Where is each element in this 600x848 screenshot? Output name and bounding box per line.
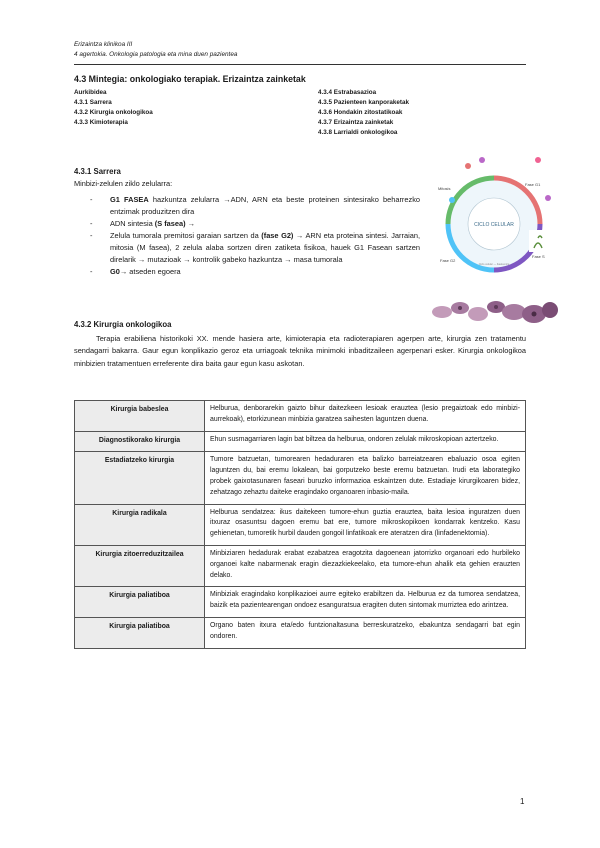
phase-label: Mitosis <box>438 186 451 191</box>
table-cell-description: Helburua sendatzea: ikus daitekeen tumore-ehun guztia erauztea, baita lesioa inguratzen duen itxuraz osasuntsu dagoen eremu bat ere, tumore mikroskopikoen kondarrak kentzeko. Kasu gehienetan, tumoretik hurbil dauden gongoil linfatikoak ere ateratzen dira (linfadenektomia). <box>205 504 526 545</box>
table-cell-description: Tumore batzuetan, tumorearen hedaduraren eta balizko barreiatzearen ebaluazio osoa egiten laguntzen du, bai eremu lokalean, bai gorputzeko beste eremu batzuetan. Irudi eta laborategiko probek gaixotasunaren faseari buruzko informazioa eskaintzen dute. Estadiaje kirurgikoaren bidez, zehatzago zehaztu daiteke eragindako organoaren inbasio-maila. <box>205 452 526 504</box>
table-row <box>75 587 526 618</box>
toc-item[interactable]: 4.3.2 Kirurgia onkologikoa <box>74 109 153 116</box>
section-intro: Terapia erabiliena historikoki XX. mende hasiera arte, kimioterapia eta radioterapiaren agerpen arte, kirurgia zen tratamentu sendagarri bakarra. Gaur egun konplikazio geroz eta urriagoak teknika minimoki inbaditzaileen agerpenari esker. Kirurgia onkologikoa minbizien tratamentuen erreferente dira baita gaur egun kasu askotan. <box>74 334 526 368</box>
toc-item[interactable]: 4.3.7 Erizaintza zainketak <box>318 119 394 126</box>
phase-label: Fase G2 <box>440 258 456 263</box>
table-row <box>75 617 526 648</box>
table-cell-type: Kirurgia babeslea <box>75 401 205 432</box>
section-heading-sarrera: 4.3.1 Sarrera <box>74 167 121 176</box>
toc-item[interactable]: 4.3.8 Larrialdi onkologikoa <box>318 129 398 136</box>
page-number: 1 <box>520 797 525 806</box>
phase-label: Fase G1 <box>525 182 541 187</box>
table-cell-type: Kirurgia paliatiboa <box>75 587 205 618</box>
toc-item[interactable]: 4.3.4 Estrabasazioa <box>318 89 377 96</box>
toc-item[interactable]: 4.3.5 Pazienteen kanporaketak <box>318 99 410 106</box>
cell-cycle-list <box>90 194 420 278</box>
table-cell-type: Diagnostikorako kirurgia <box>75 431 205 452</box>
cycle-center-label: CICLO CELULAR <box>474 222 514 228</box>
section-heading-kirurgia: 4.3.2 Kirurgia onkologikoa <box>74 320 172 329</box>
table-row <box>75 452 526 504</box>
table-row <box>75 504 526 545</box>
toc-item[interactable]: 4.3.3 Kimioterapia <box>74 119 128 126</box>
table-row <box>75 545 526 586</box>
table-row <box>75 431 526 452</box>
cell-cycle-diagram <box>430 152 558 332</box>
list-item: - Zelula tumorala premitosi garaian sartzen da (fase G2) → ARN eta proteina sintesi. Jarraian, mitosia (M fasea), 2 zelula alaba sortzen diren zatiketa fisikoa, hauek G1 Fasean sartzen direlarik → mutazioak → kontrolik gabeko hazkuntza → masa tumorala <box>90 231 420 264</box>
list-item: - G0→ atseden egoera <box>90 267 181 276</box>
table-cell-type: Kirurgia paliatiboa <box>75 617 205 648</box>
page-header <box>74 40 526 65</box>
table-cell-type: Kirurgia zitoerreduzitzailea <box>75 545 205 586</box>
table-cell-description: Minbiziak eragindako konplikazioei aurre egiteko erabiltzen da. Helburua ez da tumorea sendatzea, baizik eta pazientearengan ondoez esanguratsua eragiten duten sintomak murriztea edo arintzea. <box>205 587 526 618</box>
table-cell-description: Minbiziaren hedadurak erabat ezabatzea eragotzita dagoenean jatorrizko organoari edo hurbileko organoei kalte nabarmenak eragin diezazkiekeelako, eta tumore-ehun ahalik eta gehien erauzten delako. <box>205 545 526 586</box>
table-cell-description: Ehun susmagarriaren lagin bat biltzea da helburua, ondoren zelulak mikroskopioan aztertzeko. <box>205 431 526 452</box>
table-cell-description: Helburua, denborarekin gaizto bihur daitezkeen lesioak erauztea (lesio pregaiztoak edo minbizi-aurrekoak), etorkizunean minbizia garatzea saihesten laguntzen duena. <box>205 401 526 432</box>
tumor-cells-illustration <box>430 292 558 330</box>
section-lead: Minbizi-zelulen ziklo zelularra: <box>74 179 173 188</box>
header-unit: 4 agertokia. Onkologia patologia eta mina duen pazientea <box>74 51 238 58</box>
table-cell-description: Organo baten itxura eta/edo funtzionaltasuna berreskuratzeko, ebakuntza sendagarri bat egin ondoren. <box>205 617 526 648</box>
table-row <box>75 401 526 432</box>
list-item: - ADN sintesia (S fasea) → <box>90 219 196 228</box>
page-title: 4.3 Mintegia: onkologiako terapiak. Erizaintza zainketak <box>74 74 306 84</box>
toc-item[interactable]: 4.3.1 Sarrera <box>74 99 112 106</box>
toc-heading: Aurkibidea <box>74 89 107 96</box>
table-cell-type: Estadiatzeko kirurgia <box>75 452 205 504</box>
phase-label: Fase S <box>532 254 545 259</box>
cell-cycle-figure <box>430 152 558 332</box>
table-cell-type: Kirurgia radikala <box>75 504 205 545</box>
surgery-types-table <box>74 400 526 649</box>
figure-caption: Ciclo celular — Ikaskuntza <box>478 263 510 266</box>
toc-item[interactable]: 4.3.6 Hondakin zitostatikoak <box>318 109 403 116</box>
header-course: Erizaintza klinikoa III <box>74 41 133 48</box>
list-item: - G1 FASEA hazkuntza zelularra →ADN, ARN eta beste proteinen sintesirako beharrezko entzimak produzitzen dira <box>90 195 421 216</box>
